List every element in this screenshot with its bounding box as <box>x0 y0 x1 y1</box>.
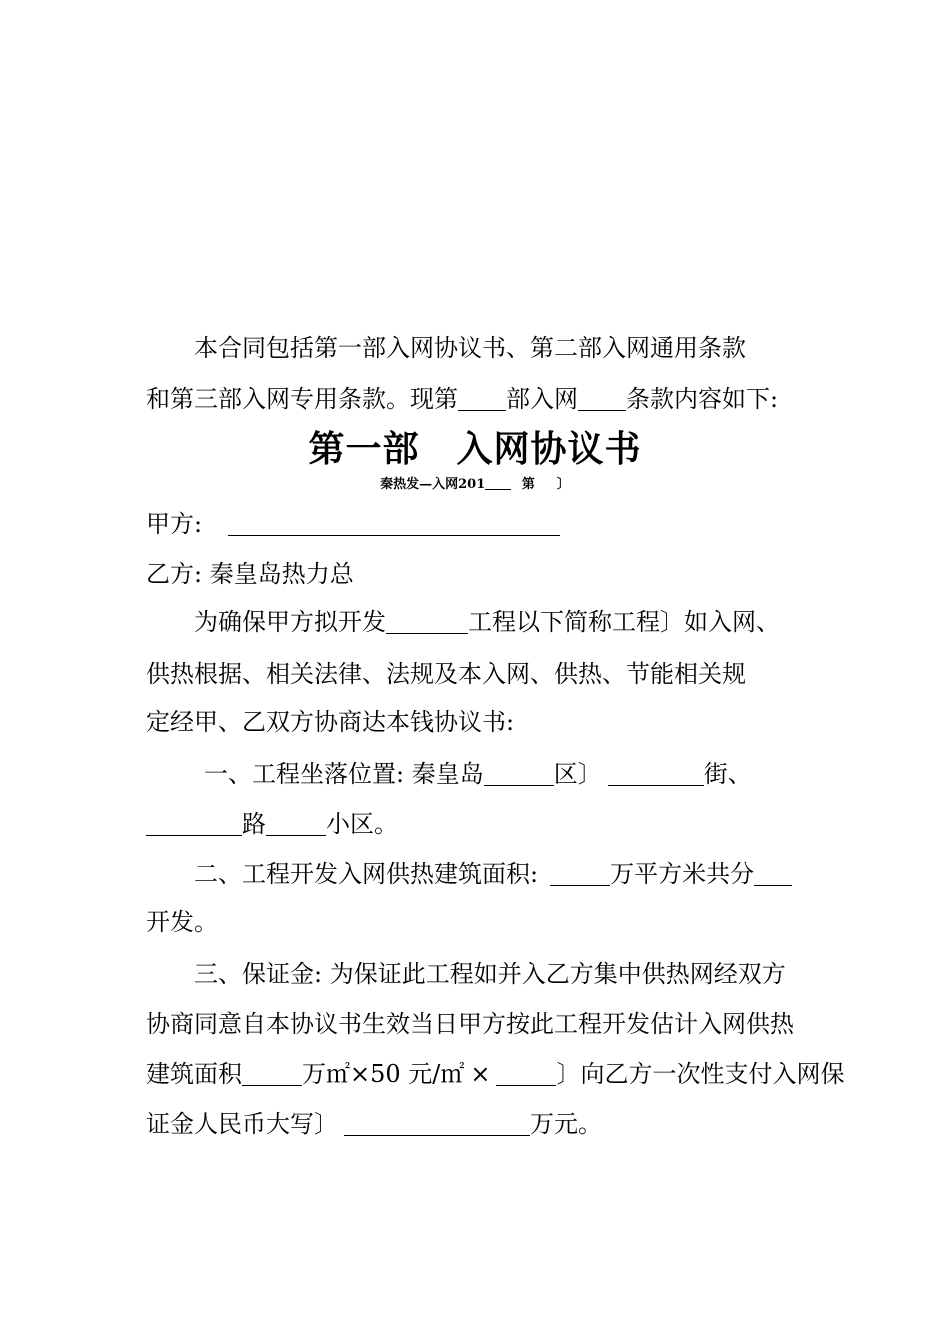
preamble-line-3: 定经甲、乙双方协商达本钱协议书: <box>146 708 515 736</box>
clause-1-line-2: 路 小区。 <box>146 808 890 840</box>
blank-field[interactable] <box>484 761 554 786</box>
blank-field[interactable] <box>754 861 792 886</box>
clause-1-line-1: 一、工程坐落位置: 秦皇岛 区〕 街、 <box>204 760 752 788</box>
clause-3-line-3: 建筑面积 万㎡×50 元/㎡ × 〕向乙方一次性支付入网保 <box>146 1060 845 1088</box>
blank-field[interactable] <box>146 811 242 836</box>
clause-3-line-4: 证金人民币大写〕 万元。 <box>146 1110 602 1138</box>
clause-3-line-2: 协商同意自本协议书生效当日甲方按此工程开发估计入网供热 <box>146 1010 794 1038</box>
blank-field[interactable] <box>608 761 704 786</box>
blank-field[interactable] <box>485 476 511 490</box>
preamble-line-2: 供热根据、相关法律、法规及本入网、供热、节能相关规 <box>146 660 746 688</box>
clause-2-line-2: 开发。 <box>146 908 218 936</box>
party-a: 甲方: <box>146 508 890 540</box>
preamble-line-1: 为确保甲方拟开发 工程以下简称工程〕如入网、 <box>194 608 780 636</box>
clause-3-line-1: 三、保证金: 为保证此工程如并入乙方集中供热网经双方 <box>194 960 786 988</box>
blank-field[interactable] <box>458 386 506 411</box>
clause-2-line-1: 二、工程开发入网供热建筑面积: 万平方米共分 <box>194 858 890 890</box>
blank-field[interactable] <box>496 1061 556 1086</box>
party-a-field[interactable] <box>228 511 560 536</box>
intro-line-2: 和第三部入网专用条款。现第 部入网 条款内容如下: <box>146 385 779 413</box>
blank-field[interactable] <box>242 1061 302 1086</box>
deposit-amount-field[interactable] <box>344 1111 530 1136</box>
blank-field[interactable] <box>550 861 610 886</box>
blank-field[interactable] <box>578 386 626 411</box>
intro-line-1: 本合同包括第一部入网协议书、第二部入网通用条款 <box>194 334 746 362</box>
blank-field[interactable] <box>266 811 326 836</box>
party-b: 乙方: 秦皇岛热力总 <box>146 560 354 588</box>
blank-field[interactable] <box>386 609 468 634</box>
document-title: 第一部 入网协议书 <box>308 428 642 470</box>
document-number: 秦热发—入网201 第 〕 <box>380 477 570 492</box>
